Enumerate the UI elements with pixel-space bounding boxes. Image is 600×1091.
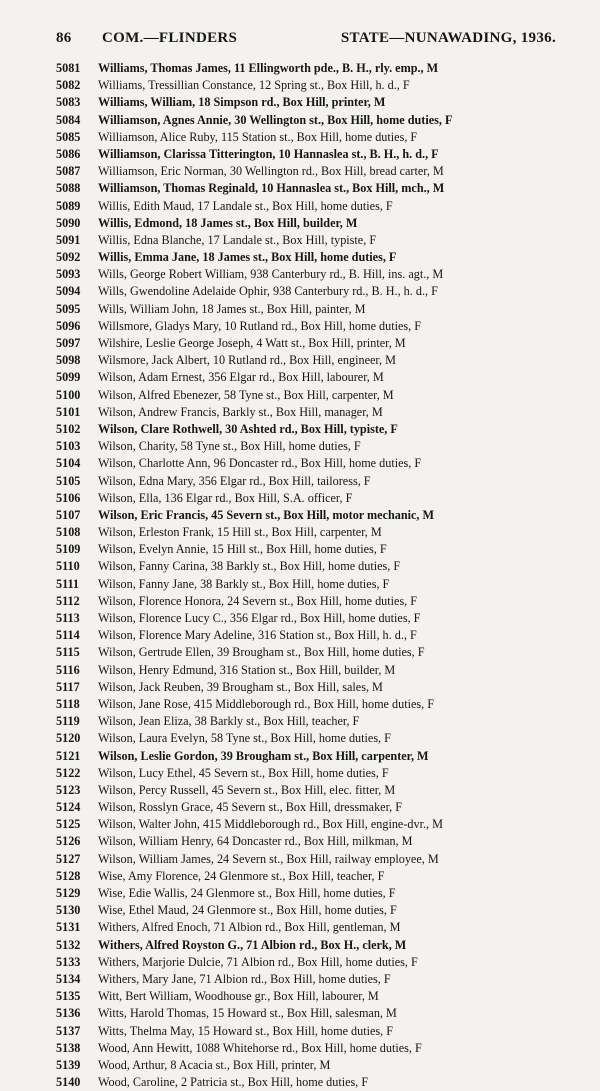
entry-number: 5085 [56,129,81,144]
list-item [56,816,581,833]
entry-text: Wise, Ethel Maud, 24 Glenmore st., Box Hill, home duties, F [98,903,397,918]
entry-text: Wills, William John, 18 James st., Box Hill, painter, M [98,301,366,316]
list-item [56,163,581,180]
entry-text: Wilson, Charlotte Ann, 96 Doncaster rd., Box Hill, home duties, F [98,456,422,471]
entry-text: Wood, Ann Hewitt, 1088 Whitehorse rd., Box Hill, home duties, F [98,1040,422,1055]
entry-number: 5139 [56,1057,81,1072]
entry-number: 5097 [56,336,81,350]
entry-text: Williams, Tressillian Constance, 12 Spring st., Box Hill, h. d., F [98,78,410,93]
entry-text: Witts, Harold Thomas, 15 Howard st., Box Hill, salesman, M [98,1006,397,1021]
entry-number: 5082 [56,78,81,93]
entry-text: Wilson, Erleston Frank, 15 Hill st., Box Hill, carpenter, M [98,525,382,540]
list-item [56,77,581,94]
entry-number: 5134 [56,971,81,986]
entry-text: Wilson, Ella, 136 Elgar rd., Box Hill, S.A. officer, F [98,490,353,505]
entry-number: 5113 [56,611,80,625]
list-item [56,129,581,146]
entry-text: Withers, Alfred Royston G., 71 Albion rd., Box H., clerk, M [98,937,407,952]
list-item [56,1040,581,1057]
entry-text: Wilson, Jack Reuben, 39 Brougham st., Box Hill, sales, M [98,679,383,694]
entry-text: Wise, Edie Wallis, 24 Glenmore st., Box Hill, home duties, F [98,886,396,900]
entry-text: Wilson, Andrew Francis, Barkly st., Box Hill, manager, M [98,404,383,419]
entry-text: Wilson, Rosslyn Grace, 45 Severn st., Box Hill, dressmaker, F [98,800,403,815]
entry-number: 5095 [56,301,81,316]
entry-text: Wills, Gwendoline Adelaide Ophir, 938 Canterbury rd., B. H., h. d., F [98,284,438,299]
page-header [56,30,556,52]
list-item [56,593,581,610]
entry-text: Williamson, Eric Norman, 30 Wellington rd., Box Hill, bread carter, M [98,164,444,179]
entry-text: Wilson, Charity, 58 Tyne st., Box Hill, home duties, F [98,439,361,454]
list-item [56,455,581,472]
entry-number: 5121 [56,748,81,763]
entry-text: Williams, William, 18 Simpson rd., Box Hill, printer, M [98,95,386,110]
list-item [56,318,581,335]
list-item [56,404,581,421]
entry-number: 5135 [56,989,81,1004]
entry-number: 5089 [56,198,81,213]
entry-number: 5108 [56,525,81,540]
list-item [56,662,581,679]
entry-text: Wilshire, Leslie George Joseph, 4 Watt st., Box Hill, printer, M [98,336,406,350]
entry-number: 5123 [56,782,81,797]
entry-number: 5103 [56,439,81,454]
entry-text: Wilson, Clare Rothwell, 30 Ashted rd., Box Hill, typiste, F [98,421,398,436]
entry-number: 5133 [56,954,81,969]
entry-text: Wilson, Eric Francis, 45 Severn st., Box Hill, motor mechanic, M [98,507,435,522]
list-item [56,473,581,490]
entry-text: Wilson, William Henry, 64 Doncaster rd., Box Hill, milkman, M [98,834,413,849]
entry-number: 5094 [56,284,81,299]
page-number: 86 [56,30,72,46]
entry-number: 5091 [56,232,81,247]
entry-text: Williams, Thomas James, 11 Ellingworth pde., B. H., rly. emp., M [98,61,439,75]
list-item [56,902,581,919]
entry-text: Williamson, Agnes Annie, 30 Wellington st., Box Hill, home duties, F [98,112,453,127]
list-item [56,283,581,300]
entry-number: 5084 [56,112,81,127]
entry-text: Wilson, Walter John, 415 Middleborough rd., Box Hill, engine-dvr., M [98,817,443,832]
list-item [56,610,581,627]
list-item [56,799,581,816]
entry-text: Wilson, Florence Mary Adeline, 316 Station st., Box Hill, h. d., F [98,628,417,643]
list-item [56,112,581,129]
list-item [56,438,581,455]
entry-text: Willsmore, Gladys Mary, 10 Rutland rd., Box Hill, home duties, F [98,318,422,333]
entry-number: 5136 [56,1006,81,1021]
list-item [56,576,581,593]
entry-number: 5090 [56,215,81,230]
entry-text: Wilson, Henry Edmund, 316 Station st., Box Hill, builder, M [98,662,396,677]
list-item [56,627,581,644]
entry-number: 5116 [56,662,80,677]
list-item [56,885,581,902]
entry-number: 5115 [56,645,80,660]
list-item [56,421,581,438]
entry-text: Wood, Caroline, 2 Patricia st., Box Hill, home duties, F [98,1075,369,1090]
entry-number: 5109 [56,542,81,557]
list-item [56,301,581,318]
entry-text: Wilson, Adam Ernest, 356 Elgar rd., Box Hill, labourer, M [98,370,384,385]
entry-text: Wilson, Jean Eliza, 38 Barkly st., Box Hill, teacher, F [98,714,360,729]
entry-number: 5120 [56,731,81,746]
list-item [56,94,581,111]
entry-number: 5098 [56,353,81,368]
entry-text: Willis, Edmond, 18 James st., Box Hill, builder, M [98,215,358,230]
list-item [56,971,581,988]
list-item [56,748,581,765]
entry-text: Wilson, Laura Evelyn, 58 Tyne st., Box Hill, home duties, F [98,731,391,746]
list-item [56,335,581,352]
entry-text: Wilson, Jane Rose, 415 Middleborough rd., Box Hill, home duties, F [98,696,435,711]
list-item [56,954,581,971]
entry-number: 5117 [56,679,80,694]
entry-number: 5122 [56,765,81,780]
entry-number: 5100 [56,387,81,402]
entry-number: 5129 [56,886,81,900]
list-item [56,369,581,386]
entry-number: 5104 [56,456,81,471]
list-item [56,1074,581,1091]
entry-number: 5112 [56,593,80,608]
list-item [56,833,581,850]
list-item [56,387,581,404]
list-item [56,679,581,696]
entry-text: Willis, Edna Blanche, 17 Landale st., Box Hill, typiste, F [98,232,377,247]
list-item [56,198,581,215]
list-item [56,558,581,575]
entry-text: Wilson, Florence Lucy C., 356 Elgar rd., Box Hill, home duties, F [98,611,421,625]
entry-number: 5138 [56,1040,81,1055]
list-item [56,696,581,713]
list-item [56,713,581,730]
entry-number: 5101 [56,404,81,419]
entry-number: 5111 [56,576,80,591]
list-item [56,1005,581,1022]
entry-text: Witts, Thelma May, 15 Howard st., Box Hill, home duties, F [98,1023,394,1038]
entry-number: 5127 [56,851,81,866]
entry-text: Williamson, Thomas Reginald, 10 Hannaslea st., Box Hill, mch., M [98,181,445,196]
entry-text: Wood, Arthur, 8 Acacia st., Box Hill, printer, M [98,1057,331,1072]
entry-text: Withers, Alfred Enoch, 71 Albion rd., Box Hill, gentleman, M [98,920,401,935]
list-item [56,352,581,369]
entry-number: 5124 [56,800,81,815]
list-item [56,782,581,799]
electoral-roll-list [56,60,581,1091]
list-item [56,730,581,747]
header-section-left: COM.—FLINDERS [102,30,238,46]
list-item [56,868,581,885]
entry-number: 5137 [56,1023,81,1038]
list-item [56,507,581,524]
entry-number: 5128 [56,868,81,883]
entry-number: 5086 [56,146,81,161]
list-item [56,215,581,232]
entry-number: 5119 [56,714,80,729]
entry-text: Wilsmore, Jack Albert, 10 Rutland rd., Box Hill, engineer, M [98,353,396,368]
entry-number: 5102 [56,421,81,436]
entry-text: Wilson, Evelyn Annie, 15 Hill st., Box Hill, home duties, F [98,542,387,557]
entry-text: Wilson, Percy Russell, 45 Severn st., Box Hill, elec. fitter, M [98,782,396,797]
header-section-right: STATE—NUNAWADING, 1936. [340,30,556,46]
entry-number: 5125 [56,817,81,832]
list-item [56,851,581,868]
entry-number: 5096 [56,318,81,333]
list-item [56,541,581,558]
list-item [56,644,581,661]
entry-number: 5126 [56,834,81,849]
entry-number: 5092 [56,250,81,265]
entry-text: Willis, Edith Maud, 17 Landale st., Box Hill, home duties, F [98,198,393,213]
list-item [56,1023,581,1040]
entry-text: Wilson, William James, 24 Severn st., Box Hill, railway employee, M [98,851,439,866]
list-item [56,765,581,782]
entry-number: 5093 [56,267,81,282]
list-item [56,988,581,1005]
entry-number: 5118 [56,696,80,711]
entry-text: Wise, Amy Florence, 24 Glenmore st., Box Hill, teacher, F [98,868,385,883]
entry-number: 5099 [56,370,81,385]
entry-text: Withers, Marjorie Dulcie, 71 Albion rd., Box Hill, home duties, F [98,954,418,969]
list-item [56,1057,581,1074]
entry-number: 5132 [56,937,81,952]
entry-number: 5088 [56,181,81,196]
list-item [56,232,581,249]
entry-text: Witt, Bert William, Woodhouse gr., Box Hill, labourer, M [98,989,379,1004]
entry-text: Wills, George Robert William, 938 Canterbury rd., B. Hill, ins. agt., M [98,267,444,282]
entry-number: 5130 [56,903,81,918]
entry-text: Willis, Emma Jane, 18 James st., Box Hill, home duties, F [98,250,397,265]
entry-number: 5106 [56,490,81,505]
list-item [56,266,581,283]
entry-text: Wilson, Gertrude Ellen, 39 Brougham st., Box Hill, home duties, F [98,645,425,660]
list-item [56,180,581,197]
list-item [56,146,581,163]
entry-text: Withers, Mary Jane, 71 Albion rd., Box Hill, home duties, F [98,971,391,986]
entry-number: 5140 [56,1075,81,1090]
entry-number: 5105 [56,473,81,488]
entry-number: 5081 [56,61,81,75]
entry-text: Wilson, Alfred Ebenezer, 58 Tyne st., Box Hill, carpenter, M [98,387,394,402]
list-item [56,919,581,936]
entry-text: Wilson, Leslie Gordon, 39 Brougham st., Box Hill, carpenter, M [98,748,429,763]
entry-text: Wilson, Florence Honora, 24 Severn st., Box Hill, home duties, F [98,593,418,608]
entry-text: Williamson, Clarissa Titterington, 10 Hannaslea st., B. H., h. d., F [98,146,439,161]
entry-number: 5107 [56,507,81,522]
entry-text: Wilson, Lucy Ethel, 45 Severn st., Box Hill, home duties, F [98,765,389,780]
entry-number: 5083 [56,95,81,110]
entry-number: 5087 [56,164,81,179]
list-item [56,60,581,77]
entry-text: Wilson, Edna Mary, 356 Elgar rd., Box Hill, tailoress, F [98,473,371,488]
entry-text: Wilson, Fanny Jane, 38 Barkly st., Box Hill, home duties, F [98,576,390,591]
list-item [56,937,581,954]
entry-number: 5131 [56,920,81,935]
list-item [56,249,581,266]
list-item [56,524,581,541]
entry-number: 5110 [56,559,80,574]
entry-number: 5114 [56,628,80,643]
list-item [56,490,581,507]
entry-text: Williamson, Alice Ruby, 115 Station st., Box Hill, home duties, F [98,129,418,144]
entry-text: Wilson, Fanny Carina, 38 Barkly st., Box Hill, home duties, F [98,559,401,574]
